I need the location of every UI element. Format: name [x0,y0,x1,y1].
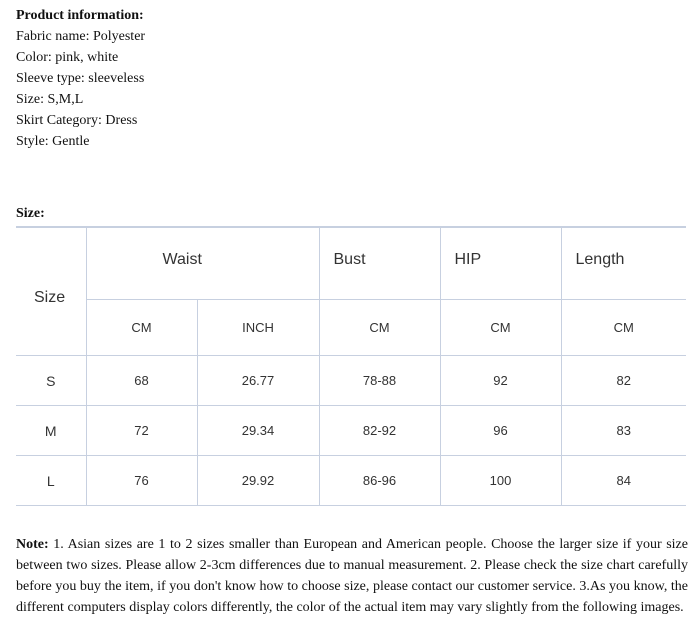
cell-size: M [16,406,86,456]
note-text: 1. Asian sizes are 1 to 2 sizes smaller than European and American people. Choose the larger size if your size between two sizes. Please allow 2-3cm differences due to manual measurement. 2. Please check the size chart carefully before you buy the item, if you don't know how to choose size, please contact our customer service. 3.As you know, the different computers display colors differently, the color of the actual item may vary slightly from the following images. [16,537,688,615]
cell-waist-inch: 29.34 [197,406,319,456]
product-information-heading: Product information: [16,8,144,23]
info-size: Size: S,M,L [16,92,84,107]
header-bust: Bust [319,227,440,300]
cell-hip: 100 [440,456,561,506]
size-table [16,226,686,506]
unit-waist-inch: INCH [197,300,319,356]
cell-waist-inch: 29.92 [197,456,319,506]
table-header-row [16,227,686,300]
info-skirt-category: Skirt Category: Dress [16,113,138,128]
header-waist: Waist [86,227,319,300]
info-style: Style: Gentle [16,134,90,149]
cell-bust: 82-92 [319,406,440,456]
cell-waist-cm: 68 [86,356,197,406]
unit-length-cm: CM [561,300,686,356]
unit-hip-cm: CM [440,300,561,356]
cell-waist-cm: 76 [86,456,197,506]
header-size: Size [16,227,86,356]
cell-length: 84 [561,456,686,506]
header-hip: HIP [440,227,561,300]
unit-bust-cm: CM [319,300,440,356]
info-fabric: Fabric name: Polyester [16,29,146,44]
unit-waist-cm: CM [86,300,197,356]
cell-waist-inch: 26.77 [197,356,319,406]
cell-hip: 96 [440,406,561,456]
cell-waist-cm: 72 [86,406,197,456]
size-heading: Size: [16,206,45,221]
cell-length: 83 [561,406,686,456]
table-row [16,406,686,456]
table-unit-row [16,300,686,356]
info-sleeve: Sleeve type: sleeveless [16,71,145,86]
cell-bust: 78-88 [319,356,440,406]
table-row [16,356,686,406]
cell-bust: 86-96 [319,456,440,506]
table-row [16,456,686,506]
cell-size: S [16,356,86,406]
size-note [16,534,688,618]
info-color: Color: pink, white [16,50,119,65]
note-label: Note: [16,537,49,552]
cell-length: 82 [561,356,686,406]
cell-hip: 92 [440,356,561,406]
header-length: Length [561,227,686,300]
product-information [16,5,145,152]
cell-size: L [16,456,86,506]
